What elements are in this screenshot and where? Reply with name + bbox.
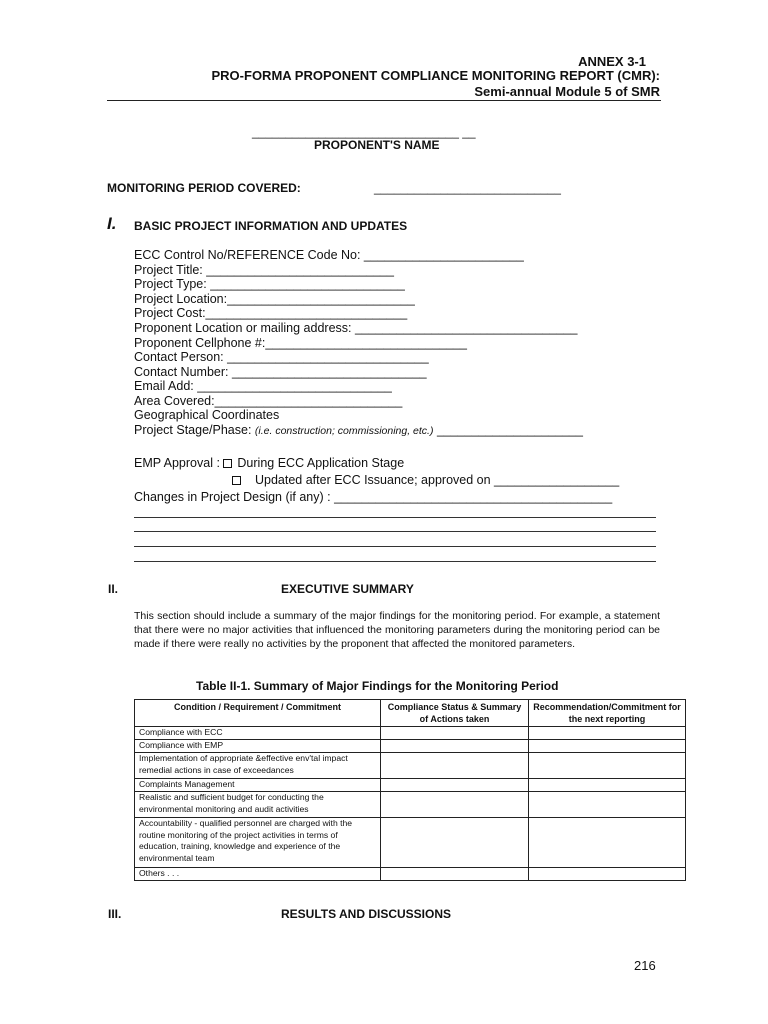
monitoring-period-label: MONITORING PERIOD COVERED: — [107, 181, 301, 195]
stage-hint: (i.e. construction; commissioning, etc.) — [254, 425, 434, 437]
section3-number: III. — [108, 907, 122, 921]
table-cell-empty[interactable] — [529, 818, 686, 868]
table-cell-empty[interactable] — [381, 727, 529, 740]
table-header-condition: Condition / Requirement / Commitment — [135, 700, 381, 727]
blank-line — [134, 531, 656, 532]
field-area-covered: Area Covered:___________________________ — [134, 394, 403, 408]
emp-updated-label: Updated after ECC Issuance; approved on __________________ — [255, 473, 620, 487]
field-project-stage — [134, 423, 583, 438]
table-cell-empty[interactable] — [381, 753, 529, 779]
field-project-type: Project Type: ____________________________ — [134, 277, 405, 291]
table-row-label: Realistic and sufficient budget for conducting the environmental monitoring and audit activities — [135, 792, 381, 818]
table-row-label: Others . . . — [135, 868, 381, 881]
table-cell-empty[interactable] — [529, 753, 686, 779]
field-project-cost: Project Cost:_____________________________ — [134, 306, 408, 320]
section2-title: EXECUTIVE SUMMARY — [281, 582, 414, 596]
emp-updated-checkbox[interactable] — [232, 476, 241, 485]
header-rule — [107, 100, 661, 101]
field-ecc-control-no: ECC Control No/REFERENCE Code No: _______________________ — [134, 248, 524, 262]
table-header-recommendation: Recommendation/Commitment for the next reporting — [529, 700, 686, 727]
section1-title: BASIC PROJECT INFORMATION AND UPDATES — [134, 219, 408, 233]
field-email: Email Add: ____________________________ — [134, 379, 392, 393]
table-row-label: Compliance with EMP — [135, 740, 381, 753]
page-number: 216 — [634, 958, 656, 973]
changes-in-design: Changes in Project Design (if any) : ________________________________________ — [134, 490, 613, 504]
monitoring-period-blank: ____________________________ — [374, 181, 561, 195]
table-row-label: Compliance with ECC — [135, 727, 381, 740]
table-row-label: Complaints Management — [135, 779, 381, 792]
section3-title: RESULTS AND DISCUSSIONS — [281, 907, 452, 921]
table-cell-empty[interactable] — [381, 792, 529, 818]
table-cell-empty[interactable] — [529, 779, 686, 792]
blank-line — [134, 546, 656, 547]
table-cell-empty[interactable] — [381, 818, 529, 868]
blank-line — [134, 561, 656, 562]
table-cell-empty[interactable] — [529, 727, 686, 740]
table-cell-empty[interactable] — [529, 792, 686, 818]
emp-during-ecc-checkbox[interactable] — [223, 459, 232, 468]
emp-approval-label: EMP Approval : — [134, 456, 224, 470]
emp-updated-row — [232, 473, 619, 487]
field-contact-person: Contact Person: _____________________________ — [134, 350, 429, 364]
section1-number: I. — [107, 214, 117, 233]
table-cell-empty[interactable] — [529, 868, 686, 881]
table-caption: Table II-1. Summary of Major Findings for the Monitoring Period — [196, 679, 559, 693]
stage-blank: _____________________ — [433, 423, 583, 437]
stage-label: Project Stage/Phase: — [134, 423, 255, 437]
document-title: PRO-FORMA PROPONENT COMPLIANCE MONITORING REPORT (CMR): — [211, 68, 660, 83]
field-proponent-address: Proponent Location or mailing address: ________________________________ — [134, 321, 578, 335]
emp-approval-row — [134, 456, 404, 470]
field-geo-coordinates: Geographical Coordinates — [134, 408, 280, 422]
document-subtitle: Semi-annual Module 5 of SMR — [474, 84, 660, 99]
table-header-compliance-status: Compliance Status & Summary of Actions taken — [381, 700, 529, 727]
table-row-label: Accountability - qualified personnel are charged with the routine monitoring of the project activities in terms of education, training, knowledge and experience of the environmental team — [135, 818, 381, 868]
proponent-name-blank: _______________________________ __ — [252, 125, 476, 139]
field-project-title: Project Title: ___________________________ — [134, 263, 394, 277]
table-cell-empty[interactable] — [381, 779, 529, 792]
section2-number: II. — [108, 582, 119, 596]
findings-table — [134, 699, 686, 881]
field-proponent-cellphone: Proponent Cellphone #:_____________________________ — [134, 336, 467, 350]
table-cell-empty[interactable] — [381, 740, 529, 753]
proponent-name-label: PROPONENT'S NAME — [314, 138, 440, 152]
field-contact-number: Contact Number: ____________________________ — [134, 365, 427, 379]
table-row-label: Implementation of appropriate &effective env'tal impact remedial actions in case of exceedances — [135, 753, 381, 779]
emp-during-ecc-label: During ECC Application Stage — [237, 456, 405, 470]
table-cell-empty[interactable] — [381, 868, 529, 881]
executive-summary-paragraph: This section should include a summary of the major findings for the monitoring period. For example, a statement that there were no major activities that influenced the monitoring parameters during the monitoring period can be made if there were really no activities by the proponent that affected the monitored parameters. — [134, 610, 660, 650]
blank-line — [134, 517, 656, 518]
table-cell-empty[interactable] — [529, 740, 686, 753]
annex-label: ANNEX 3-1 — [578, 54, 646, 69]
field-project-location: Project Location:___________________________ — [134, 292, 415, 306]
